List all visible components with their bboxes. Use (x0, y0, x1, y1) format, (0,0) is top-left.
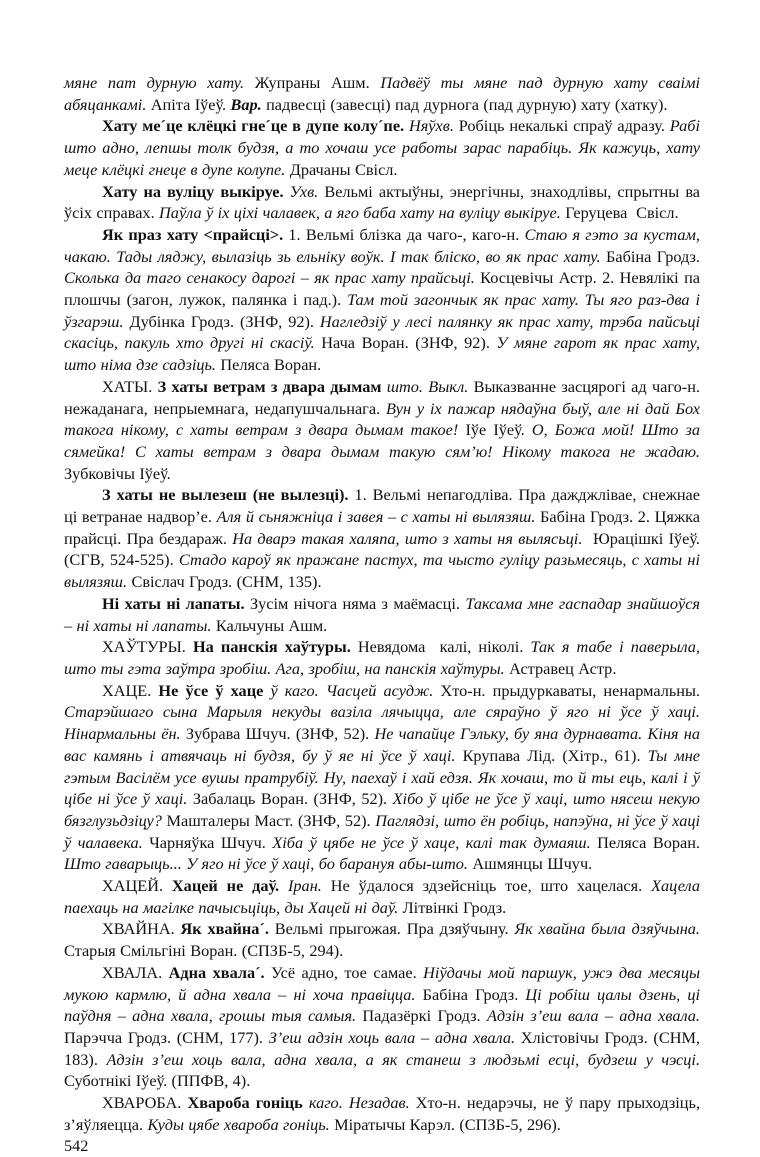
text-run: Парэчча Гродз. (СНМ, 177). (64, 1027, 269, 1047)
text-run: Кальчуны Ашм. (215, 615, 328, 635)
text-run: Іўе Іўеў. (465, 420, 532, 440)
text-run: Драчаны Свісл. (289, 159, 398, 179)
text-run: што. Выкл. (386, 376, 474, 396)
text-run: Пеляса Воран. (597, 832, 700, 852)
text-run: Апіта Іўеў. (150, 94, 231, 114)
text-run: ХВАЙНА. (102, 919, 181, 939)
text-run: Міратычы Карэл. (СПЗБ-5, 296). (334, 1114, 561, 1134)
text-run: Так я табе і паверыла, што ты гэта заўтра зробіш. Ага, зробіш, на панскія хаўтуры. (64, 637, 700, 678)
text-run: Хіба ў цябе не ўсе ў хаце, калі так думаяш. (272, 832, 598, 852)
text-run: Дубінка Гродз. (ЗНФ, 92). (129, 311, 320, 331)
dictionary-entry (64, 224, 700, 376)
text-run: Робіць некалькі спраў адразу. (458, 116, 670, 136)
text-run: Вун у іх пажар нядаўна быў, але ні дай Бох такога нікому, с хаты ветрам з двара дымам такое! (64, 398, 700, 440)
text-run: Старыя Смільгіні Воран. (СПЗБ-5, 294). (64, 941, 344, 961)
text-run: З хаты не вылезеш (не вылезці). (102, 485, 355, 505)
text-run: мяне пат дурную хату. (64, 73, 255, 92)
dictionary-entry (64, 115, 700, 180)
dictionary-entry (64, 72, 700, 115)
text-run: У мяне гарот як прас хату, што німа дзе садзіць. (64, 333, 701, 375)
text-run: Ухв. (289, 181, 325, 201)
text-run: Невядома калі, ніколі. (357, 637, 531, 657)
text-run: Забалаць Воран. (ЗНФ, 52). (192, 789, 393, 809)
text-run: Хто-н. прыдуркаваты, ненармальны. (440, 680, 700, 700)
text-run: Зусім нічога няма з маёмасці. (249, 593, 466, 613)
text-run: Іран. (288, 876, 331, 896)
text-run: Чарняўка Шчуч. (149, 832, 273, 852)
text-run: Бабіна Гродз. (422, 984, 526, 1004)
dictionary-entry (64, 484, 700, 593)
text-run: Рабі што адно, лепшы толк будзя, а то хочаш усе работы зарас парабіць. Як кажуць, хату меце клёцкі гнеце в дупе колупе. (64, 116, 700, 179)
text-run: Пеляса Воран. (220, 355, 322, 375)
page-number: 542 (64, 1136, 89, 1156)
dictionary-entry (64, 962, 700, 1092)
text-block (64, 72, 700, 1135)
text-run: Падазёркі Гродз. (362, 1006, 487, 1026)
text-run: О, Божа мой! Што за сямейка! С хаты ветрам з двара дымам такую сям’ю! Нікому такога не жадаю. (64, 420, 700, 461)
text-run: Выказванне засцярогі ад чаго-н. нежаданага, непрыемнага, недапушчальнага. (64, 376, 700, 418)
text-run: Зубрава Шчуч. (ЗНФ, 52). (185, 724, 375, 744)
dictionary-entry (64, 680, 700, 875)
text-run: Хату ме´це клёцкі гне´це в дупе колу´пе. (102, 116, 409, 136)
text-run: З хаты ветрам з двара дымам (157, 376, 387, 396)
text-run: Паглядзі, што ён робіць, напэўна, ні ўсе ў хаці ў чалавека. (64, 810, 701, 852)
text-run: Як хвайна´. (180, 919, 275, 939)
text-run: Адзін з’еш хоць вала, адна хвала, а як станеш з людзьмі есці, будзеш у чэсці. (106, 1049, 701, 1069)
text-run: Бабіна Гродз. (606, 246, 700, 266)
text-run: ХАЎТУРЫ. (102, 637, 193, 657)
text-run: Крупава Лід. (Хітр., 61). (462, 745, 648, 765)
text-run: ХАЦЕЙ. (102, 876, 172, 896)
text-run: ХАЦЕ. (102, 680, 159, 700)
text-run: Машталеры Маст. (ЗНФ, 52). (166, 810, 376, 830)
text-run: Хацела паехаць на магілке пачысьціць, ды Хацей ні даў. (64, 876, 700, 917)
text-run: З’еш адзін хоць вала – адна хвала. (268, 1027, 521, 1047)
text-run: Усё адно, тое самае. (271, 962, 424, 982)
text-run: Ніўдачы мой паршук, ужэ два месяцы мукою кармлю, й адна хвала – ні хоча правіцца. (64, 962, 700, 1004)
dictionary-entry (64, 181, 700, 224)
text-run: ХВАЛА. (102, 962, 169, 982)
text-run: падвесці (завесці) пад дурнога (пад дурную) хату (хатку). (266, 94, 668, 114)
text-run: Косцевічы Астр. 2. Невялікі па плошчы (загон, лужок, палянка і пад.). (64, 268, 701, 310)
text-run: Стаю я гэто за кустам, чакаю. Тады ляджу, вылазіць зь ельніку воўк. І так бліско, во як прас хату. (64, 224, 700, 266)
text-run: Хвароба гоніць (187, 1093, 309, 1113)
text-run: Старэйшаго сына Марыля некуды вазіла лячыцца, але сяраўно ў яго ні ўсе ў хаці. Нінармальны ён. (64, 702, 700, 744)
text-run: Хату на вуліцу выкіруе. (102, 181, 290, 201)
text-run: Аля й сьняжніца і завея – с хаты ні вылязяш. (216, 507, 541, 527)
text-run: Ці робіш цалы дзень, ці паўдня – адна хвала, грошы тыя самыя. (64, 984, 700, 1026)
text-run: ХАТЫ. (102, 376, 158, 396)
dictionary-entry (64, 1092, 700, 1135)
text-run: ў каго. Часцей асудж. (270, 680, 441, 700)
text-run: Хто-н. недарэчы, не ў пару прыходзіць, з’яўляецца. (64, 1093, 701, 1134)
text-run: Няўхв. (408, 116, 459, 136)
text-run: Вар. (230, 94, 267, 114)
text-run: Хлістовічы Гродз. (СНМ, 183). (64, 1027, 701, 1069)
text-run: Адзін з’еш вала – адна хвала. (486, 1006, 700, 1026)
text-run: Не чапайце Гэльку, бу яна дурнавата. Кіня на вас камянь і атвячаць ні будзя, бу ў яе ні ўсе ў хаці. (64, 724, 700, 765)
text-run: Бабіна Гродз. 2. Цяжка прайсці. Пра бездараж. (64, 507, 701, 548)
text-run: Ты мне гэтым Васілём усе вушы пратрубіў. Ну, паехаў і хай едзя. Як хочаш, то й ты ець, калі і ў цібе ні ўсе ў хаці. (64, 745, 700, 809)
text-run: Жупраны Ашм. (254, 73, 381, 92)
text-run: Не ўсе ў хаце (158, 680, 271, 700)
text-run: Хацей не даў. (171, 876, 288, 896)
text-run: Зубковічы Іўеў. (64, 463, 171, 483)
text-run: Куды цябе хвароба гоніць. (147, 1114, 335, 1134)
text-run: Суботнікі Іўеў. (ППФВ, 4). (64, 1071, 251, 1091)
text-run: Паўла ў іх ціхі чалавек, а яго баба хату на вуліцу выкіруе. (159, 203, 566, 223)
text-run: Хібо ў цібе не ўсе ў хаці, што нясеш некую бязглузьдзіцу? (64, 789, 700, 830)
text-run: Што гаварыць... У яго ні ўсе ў хаці, бо барануя абы-што. (64, 854, 473, 874)
text-run: Стадо кароў як пражане пастух, та чысто гуліцу разьмесяць, с хаты ні вылязяш. (64, 550, 700, 592)
dictionary-page (64, 72, 700, 1157)
text-run: Вельмі прыгожая. Пра дзяўчыну. (274, 919, 515, 939)
text-run: Таксама мне гаспадар знайшоўся – ні хаты ні лапаты. (64, 593, 700, 635)
text-run: Нача Воран. (ЗНФ, 92). (321, 333, 497, 353)
text-run: Як хвайна была дзяўчына. (514, 919, 700, 939)
text-run: Падвёў ты мяне пад дурную хату сваімі абяцанкамі. (64, 73, 700, 114)
text-run: Астравец Астр. (509, 658, 617, 678)
text-run: Не ўдалося здзейсніць тое, што хацелася. (330, 876, 652, 896)
text-run: Свіслач Гродз. (СНМ, 135). (131, 572, 322, 592)
text-run: Сколька да таго сенакосу дарогі – як прас хату прайсьці. (64, 268, 481, 288)
dictionary-entry (64, 376, 700, 485)
dictionary-entry (64, 593, 700, 636)
text-run: Нагледзіў у лесі палянку як прас хату, трэба пайсьці скасіць, пакуль хто другі ні скасіў. (64, 311, 700, 353)
text-run: Адна хвала´. (168, 962, 272, 982)
text-run: На дварэ такая халяпа, што з хаты ня вылясьці. (232, 528, 588, 548)
text-run: Ашмянцы Шчуч. (472, 854, 593, 874)
text-run: Там той загончык як прас хату. Ты яго раз-два і ўзгарэш. (64, 290, 700, 331)
dictionary-entry (64, 918, 700, 961)
dictionary-entry (64, 875, 700, 918)
text-run: Як праз хату <прайсці>. (102, 224, 289, 244)
text-run: Вельмі актыўны, энергічны, знаходлівы, спрытны ва ўсіх справах. (64, 181, 701, 223)
text-run: На панскія хаўтуры. (192, 637, 358, 657)
text-run: Юрацішкі Іўеў. (СГВ, 524-525). (64, 528, 700, 570)
text-run: каго. Незадав. (308, 1093, 416, 1113)
text-run: Ні хаты ні лапаты. (102, 593, 250, 613)
text-run: ХВАРОБА. (102, 1093, 188, 1113)
text-run: 1. Вельмі непагодліва. Пра дажджлівае, снежнае ці ветранае надвор’е. (64, 485, 700, 527)
text-run: Літвінкі Гродз. (402, 897, 507, 917)
text-run: Геруцева Свісл. (565, 203, 679, 223)
dictionary-entry (64, 636, 700, 679)
text-run: 1. Вельмі блізка да чаго-, каго-н. (288, 224, 525, 244)
